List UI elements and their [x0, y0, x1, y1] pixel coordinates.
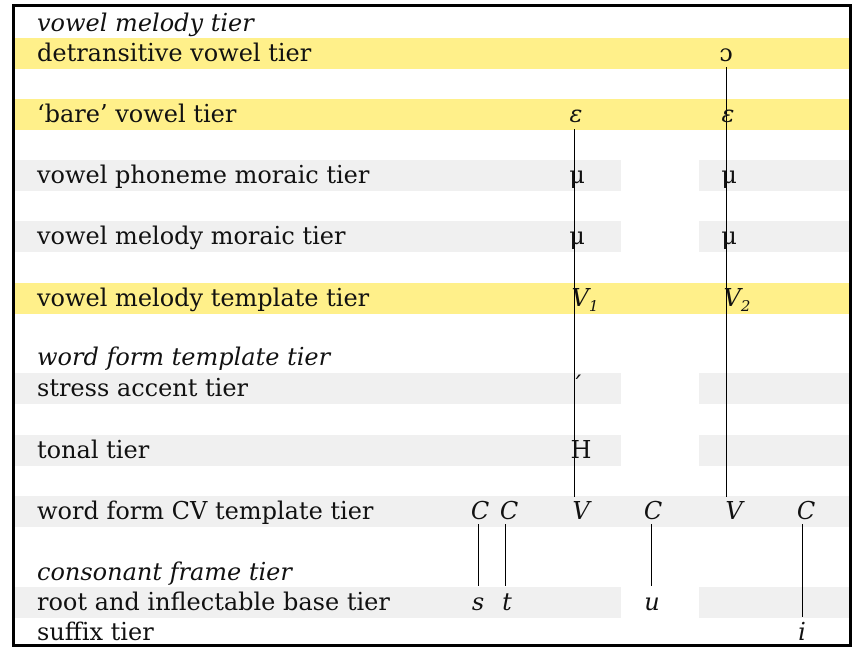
band-tonal-right — [699, 435, 849, 466]
symbol-root-t: t — [502, 588, 512, 616]
symbol-mu-phoneme-1: μ — [569, 161, 585, 189]
tier-label-vowel-melody-moraic: vowel melody moraic tier — [37, 222, 346, 250]
symbol-cv-c2: C — [499, 497, 519, 525]
symbol-cv-v2: V — [725, 497, 743, 525]
symbol-open-o: ɔ — [719, 39, 733, 67]
association-line-v2-column — [726, 67, 727, 497]
symbol-suffix-i: i — [798, 618, 806, 646]
symbol-v2-subscript: 2 — [740, 297, 751, 315]
tier-label-bare-vowel: ‘bare’ vowel tier — [37, 100, 237, 128]
symbol-stress-accent: ´ — [571, 372, 583, 400]
tier-label-vowel-melody-template: vowel melody template tier — [37, 284, 370, 312]
symbol-epsilon-1: ε — [569, 100, 583, 128]
tier-label-vowel-melody: vowel melody tier — [37, 9, 254, 37]
association-line-c4-i — [802, 524, 803, 617]
association-line-c2-t — [505, 524, 506, 586]
tier-label-word-form-template: word form template tier — [37, 343, 331, 371]
symbol-epsilon-2: ε — [721, 100, 735, 128]
tier-label-word-form-cv-template: word form CV template tier — [37, 497, 374, 525]
symbol-cv-c1: C — [470, 497, 490, 525]
tier-label-suffix: suffix tier — [37, 618, 154, 646]
symbol-mu-phoneme-2: μ — [721, 161, 737, 189]
tier-diagram — [12, 4, 852, 647]
symbol-cv-c3: C — [643, 497, 663, 525]
symbol-v1-base: V — [571, 284, 589, 312]
tier-label-consonant-frame: consonant frame tier — [37, 558, 292, 586]
symbol-root-s: s — [471, 588, 485, 616]
symbol-cv-c4: C — [796, 497, 816, 525]
symbol-cv-v1: V — [572, 497, 590, 525]
tier-label-tonal: tonal tier — [37, 436, 150, 464]
symbol-root-u: u — [644, 588, 660, 616]
association-line-c1-s — [478, 524, 479, 586]
symbol-v1 — [565, 284, 605, 315]
tier-label-root-inflectable-base: root and inflectable base tier — [37, 588, 390, 616]
symbol-v1-subscript: 1 — [588, 297, 599, 315]
tier-label-detransitive-vowel: detransitive vowel tier — [37, 39, 312, 67]
association-line-c3-u — [651, 524, 652, 586]
tier-label-vowel-phoneme-moraic: vowel phoneme moraic tier — [37, 161, 370, 189]
band-stress-accent-right — [699, 373, 849, 404]
symbol-v2-base: V — [723, 284, 741, 312]
symbol-mu-melody-2: μ — [721, 222, 737, 250]
symbol-mu-melody-1: μ — [569, 222, 585, 250]
tier-label-stress-accent: stress accent tier — [37, 374, 249, 402]
band-root-base-right — [699, 587, 849, 618]
symbol-v2 — [717, 284, 757, 315]
symbol-high-tone: H — [570, 436, 592, 464]
